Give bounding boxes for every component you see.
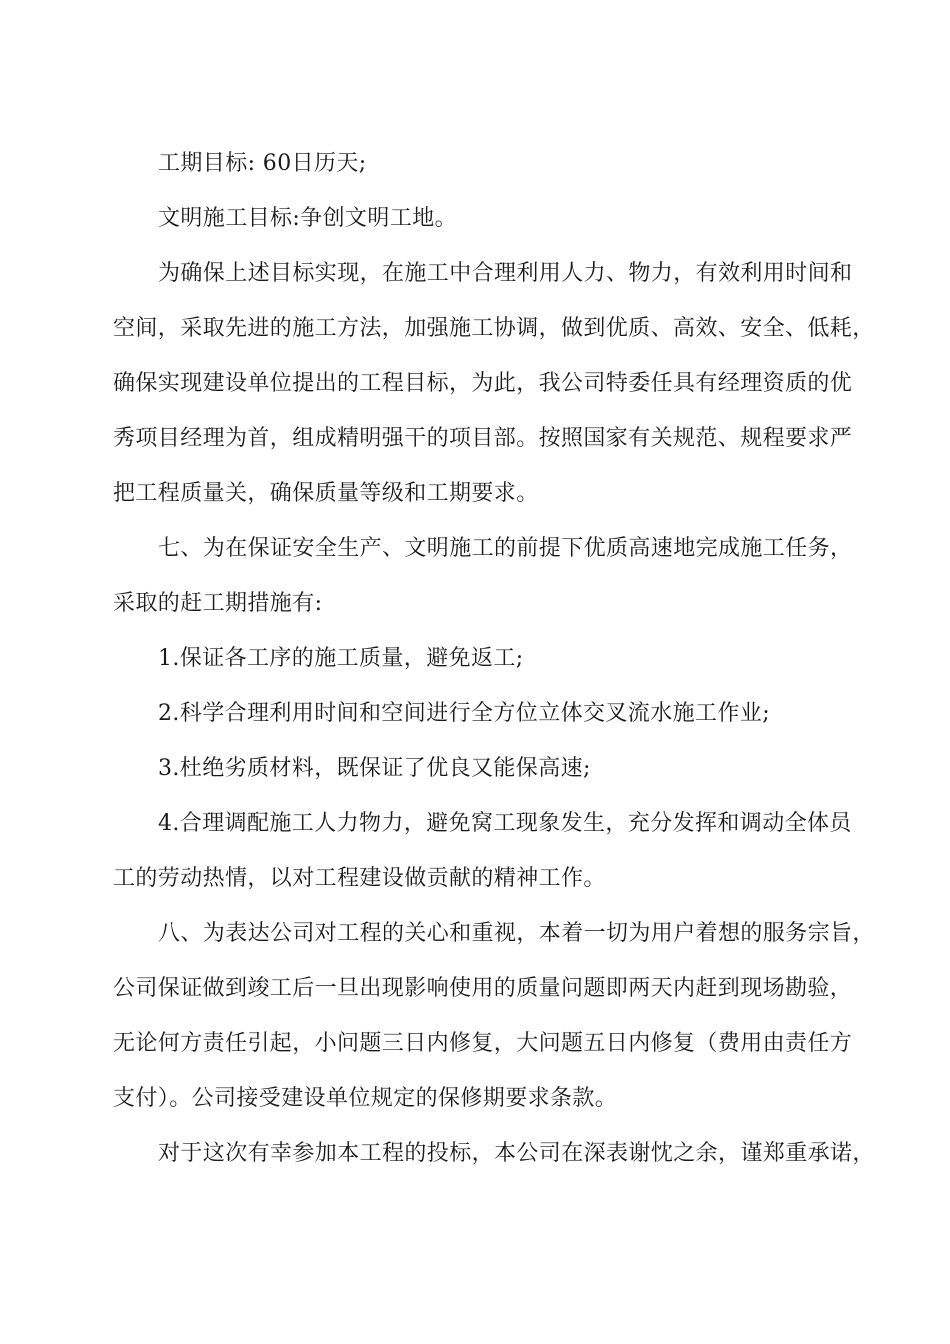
paragraph-text-line: 支付）。公司接受建设单位规定的保修期要求条款。 (113, 1086, 618, 1111)
list-item-1: 1.保证各工序的施工质量，避免返工; (158, 646, 524, 671)
paragraph-text-line: 把工程质量关，确保质量等级和工期要求。 (113, 481, 539, 506)
section-seven-heading-line: 七、为在保证安全生产、文明施工的前提下优质高速地完成施工任务， (158, 536, 853, 561)
civilized-construction-target-line: 文明施工目标:争创文明工地。 (158, 206, 458, 231)
paragraph-text-line: 确保实现建设单位提出的工程目标，为此，我公司特委任具有经理资质的优 (113, 371, 853, 396)
paragraph-text-line: 为确保上述目标实现，在施工中合理利用人力、物力，有效利用时间和 (158, 261, 853, 286)
duration-target-line: 工期目标: 60日历天; (158, 151, 367, 176)
list-item-2: 2.科学合理利用时间和空间进行全方位立体交叉流水施工作业; (158, 701, 771, 726)
paragraph-text-line: 秀项目经理为首，组成精明强干的项目部。按照国家有关规范、规程要求严 (113, 426, 853, 451)
list-item-3: 3.杜绝劣质材料，既保证了优良又能保高速; (158, 756, 591, 781)
paragraph-text-line: 无论何方责任引起，小问题三日内修复，大问题五日内修复（费用由责任方 (113, 1031, 853, 1056)
paragraph-text-line: 空间，采取先进的施工方法，加强施工协调，做到优质、高效、安全、低耗， (113, 316, 875, 341)
paragraph-text-line: 工的劳动热情，以对工程建设做贡献的精神工作。 (113, 866, 606, 891)
list-item-4: 4.合理调配施工人力物力，避免窝工现象发生，充分发挥和调动全体员 (158, 811, 852, 836)
paragraph-text-line: 公司保证做到竣工后一旦出现影响使用的质量问题即两天内赶到现场勘验， (113, 976, 853, 1001)
closing-paragraph-line: 对于这次有幸参加本工程的投标，本公司在深表谢忱之余，谨郑重承诺， (158, 1141, 875, 1166)
paragraph-text-line: 采取的赶工期措施有: (113, 591, 323, 616)
section-eight-heading-line: 八、为表达公司对工程的关心和重视，本着一切为用户着想的服务宗旨， (158, 921, 875, 946)
